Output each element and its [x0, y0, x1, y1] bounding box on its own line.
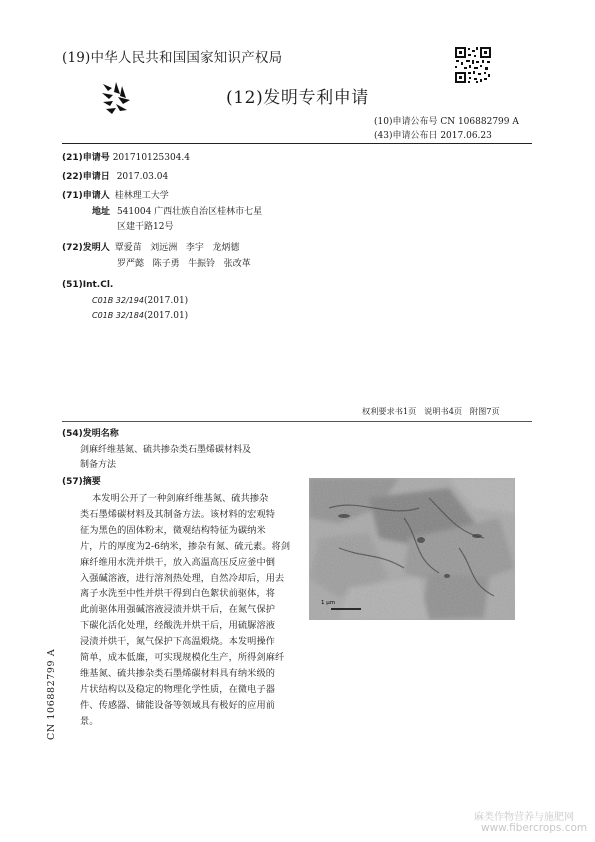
applicant-row — [62, 188, 169, 201]
qr-code-icon — [454, 46, 492, 84]
abstract-line: 此前驱体用强碱溶液浸渍并烘干后，在氮气保护 — [80, 604, 276, 616]
abstract-line: 片状结构以及稳定的物理化学性质，在微电子器 — [80, 683, 276, 695]
application-date-label: (22)申请日 — [62, 172, 110, 182]
ipc-date: (2017.01) — [143, 311, 189, 321]
abstract-label: (57)摘要 — [62, 477, 101, 487]
application-number-label: (21)申请号 — [62, 153, 110, 163]
title-label-row — [62, 426, 119, 439]
patent-office-emblem-icon — [100, 80, 132, 118]
abstract-label-row — [62, 474, 101, 487]
applicant-label: (71)申请人 — [62, 191, 110, 201]
ipc-date: (2017.01) — [143, 296, 189, 306]
intcl-label-row — [62, 279, 113, 290]
applicant: 桂林理工大学 — [114, 191, 169, 201]
inventors-label: (72)发明人 — [62, 243, 110, 253]
biblio-divider — [62, 421, 532, 422]
vertical-publication-number: CN 106882799 A — [46, 648, 57, 740]
abstract-line: 简单，成本低廉，可实现规模化生产，所得剑麻纤 — [80, 652, 285, 663]
address-row — [92, 204, 262, 217]
abstract-line: 维基氮、硫共掺杂类石墨烯碳材料具有纳米级的 — [80, 667, 276, 679]
issuing-office: (19)中华人民共和国国家知识产权局 — [62, 50, 283, 66]
application-number-row — [62, 150, 190, 163]
watermark-url: www.fibercrops.com — [481, 822, 588, 834]
abstract-line: 类石墨烯碳材料及其制备方法。该材料的宏观特 — [80, 508, 276, 520]
publication-date: (43)申请公布日 2017.06.23 — [374, 131, 492, 141]
address-line-2: 区建干路12号 — [117, 222, 174, 232]
abstract-line: 本发明公开了一种剑麻纤维基氮、硫共掺杂 — [92, 493, 269, 504]
ipc-code: C01B 32/184 — [92, 311, 144, 320]
document-type: (12)发明专利申请 — [226, 88, 369, 108]
abstract-line: 浸渍并烘干，氮气保护下高温煅烧。本发明操作 — [80, 636, 276, 648]
publication-number: (10)申请公布号 CN 106882799 A — [374, 117, 519, 127]
watermark-site-name: 麻类作物营养与施肥网 — [474, 812, 574, 823]
address-line-1: 541004 广西壮族自治区桂林市七星 — [116, 207, 263, 217]
title-label: (54)发明名称 — [62, 429, 119, 439]
abstract-line: 入强碱溶液，进行溶剂热处理，自然冷却后，用去 — [80, 572, 285, 584]
abstract-line: 景。 — [80, 715, 99, 727]
ipc-code: C01B 32/194 — [92, 296, 144, 305]
tem-micrograph — [309, 478, 515, 620]
invention-title-line-2: 制备方法 — [80, 460, 117, 470]
application-date-row — [62, 169, 168, 182]
abstract-line: 离子水洗至中性并烘干得到白色絮状前驱体，将 — [80, 588, 276, 600]
application-number: 201710125304.4 — [112, 153, 190, 163]
header-divider — [62, 143, 532, 144]
abstract-line: 麻纤维用水洗并烘干，放入高温高压反应釜中倒 — [80, 556, 276, 568]
inventors-row — [62, 240, 239, 253]
invention-title-line-1: 剑麻纤维基氮、硫共掺杂类石墨烯碳材料及 — [80, 445, 252, 455]
application-date: 2017.03.04 — [116, 172, 169, 182]
inventors-line-2: 罗严懿 陈子勇 牛振铃 张改革 — [117, 259, 251, 269]
ipc-row — [92, 295, 188, 306]
abstract-line: 下碳化活化处理，经酸洗并烘干后，用硫脲溶液 — [80, 620, 276, 632]
page-counts: 权利要求书1页 说明书4页 附图7页 — [362, 406, 500, 416]
abstract-line: 件、传感器、储能设备等领域具有极好的应用前 — [80, 699, 276, 711]
scale-label: 1 μm — [321, 600, 336, 606]
abstract-line: 片，片的厚度为2-6纳米，掺杂有氮、硫元素。将剑 — [80, 540, 291, 552]
address-label: 地址 — [92, 207, 111, 217]
ipc-row — [92, 310, 188, 321]
abstract-line: 征为黑色的固体粉末，微观结构特征为碳纳米 — [80, 524, 266, 536]
intcl-label: (51)Int.Cl. — [62, 280, 114, 290]
inventors-line-1: 覃爱苗 刘远洲 李宇 龙炳德 — [114, 243, 240, 253]
